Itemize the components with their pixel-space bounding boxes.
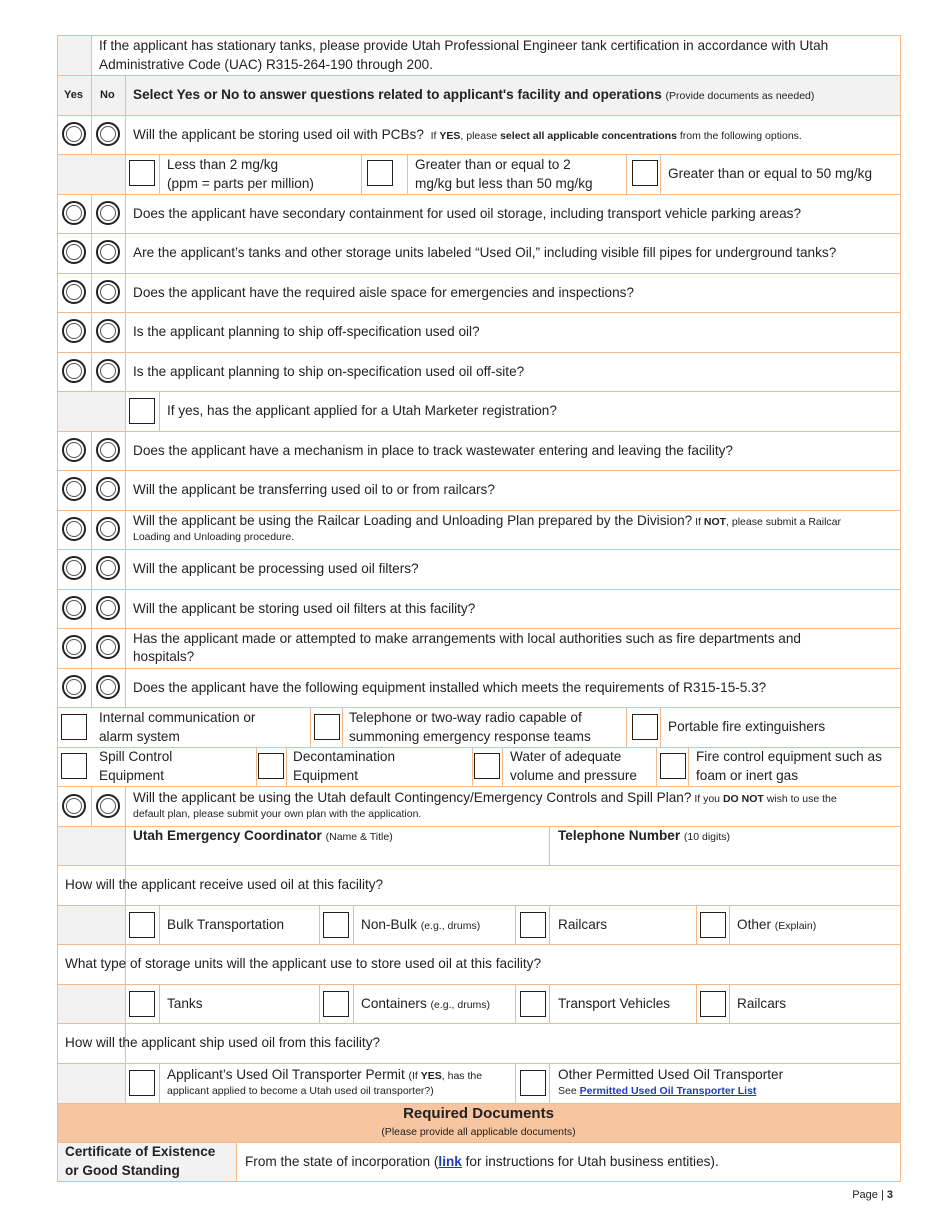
internal-communication-label-1: Internal communication or: [99, 710, 256, 725]
telephone-radio-label-1: Telephone or two-way radio capable of: [349, 710, 582, 725]
marketer-registration-question: If yes, has the applicant applied for a Utah Marketer registration?: [167, 403, 557, 418]
receive-question: How will the applicant receive used oil at this facility?: [65, 877, 384, 892]
filters-processing-yes-radio[interactable]: [62, 556, 86, 580]
filters-processing-no-radio[interactable]: [96, 556, 120, 580]
transporter-list-link[interactable]: Permitted Used Oil Transporter List: [579, 1085, 757, 1097]
section-header-title: Select Yes or No to answer questions related to applicant's facility and operations: [133, 87, 662, 102]
equipment-question: Does the applicant have the following equipment installed which meets the requirements of R315-15-5.3?: [133, 680, 767, 695]
contingency-plan-text: Will the applicant be using the Utah default Contingency/Emergency Controls and Spill Plan?: [133, 790, 692, 805]
railcar-plan-text: Will the applicant be using the Railcar Loading and Unloading Plan prepared by the Division?: [133, 513, 693, 528]
aisle-space-question: Does the applicant have the required aisle space for emergencies and inspections?: [133, 285, 635, 300]
decontamination-label-2: Equipment: [293, 768, 358, 783]
bulk-transportation-label: Bulk Transportation: [167, 917, 285, 932]
secondary-containment-no-radio[interactable]: [96, 201, 120, 225]
receive-other-label: Other: [737, 917, 771, 932]
utah-business-link[interactable]: link: [438, 1154, 462, 1169]
off-spec-yes-radio[interactable]: [62, 319, 86, 343]
arrangements-question-line1: Has the applicant made or attempted to make arrangements with local authorities such as fire departments and: [133, 631, 801, 646]
contingency-note-bold: DO NOT: [722, 793, 764, 805]
on-spec-no-radio[interactable]: [96, 359, 120, 383]
telephone-radio-checkbox[interactable]: [314, 714, 340, 740]
storage-railcars-checkbox[interactable]: [700, 991, 726, 1017]
labeled-tanks-question: Are the applicant’s tanks and other storage units labeled “Used Oil,” including visible fill pipes for underground tanks?: [133, 245, 837, 260]
internal-communication-checkbox[interactable]: [61, 714, 87, 740]
pcb-2-to-50-label-2: mg/kg but less than 50 mg/kg: [415, 176, 593, 191]
equipment-no-radio[interactable]: [96, 675, 120, 699]
pcb-2-to-50-label-1: Greater than or equal to 2: [415, 157, 571, 172]
telephone-label: Telephone Number: [558, 828, 681, 843]
pcb-question-text: Will the applicant be storing used oil with PCBs?: [133, 127, 424, 142]
water-supply-checkbox[interactable]: [474, 753, 500, 779]
intro-spacer-cell: [57, 35, 91, 75]
arrangements-question-line2: hospitals?: [133, 649, 195, 664]
decontamination-label-1: Decontamination: [293, 749, 396, 764]
on-spec-question: Is the applicant planning to ship on-specification used oil off-site?: [133, 364, 525, 379]
transporter-permit-note-line2: applicant applied to become a Utah used oil transporter?): [167, 1085, 434, 1097]
required-documents-title: Required Documents: [403, 1105, 554, 1122]
water-supply-label-2: volume and pressure: [510, 768, 637, 783]
section-header-note: (Provide documents as needed): [665, 90, 815, 102]
ship-spacer-cell: [57, 1063, 125, 1103]
pcb-spacer-cell: [57, 154, 125, 194]
telephone-field[interactable]: [558, 826, 893, 847]
tanks-label: Tanks: [167, 996, 203, 1011]
arrangements-yes-radio[interactable]: [62, 635, 86, 659]
wastewater-yes-radio[interactable]: [62, 438, 86, 462]
certificate-text-pre: From the state of incorporation (: [245, 1154, 439, 1169]
containers-checkbox[interactable]: [323, 991, 349, 1017]
secondary-containment-question: Does the applicant have secondary containment for used oil storage, including transport vehicle parking areas?: [133, 206, 801, 221]
non-bulk-note: (e.g., drums): [420, 920, 481, 932]
pcb-question: [133, 125, 893, 146]
other-transporter-see: [558, 1083, 756, 1099]
fire-control-label-2: foam or inert gas: [696, 768, 798, 783]
required-documents-subtitle: (Please provide all applicable documents): [381, 1126, 576, 1138]
receive-other-checkbox[interactable]: [700, 912, 726, 938]
spill-control-checkbox[interactable]: [61, 753, 87, 779]
coordinator-note: (Name & Title): [325, 831, 393, 843]
pcb-note-yes: YES: [439, 130, 461, 142]
off-spec-no-radio[interactable]: [96, 319, 120, 343]
page-footer: [790, 1186, 893, 1205]
transport-vehicles-label: Transport Vehicles: [558, 996, 671, 1011]
pcb-2-to-50-checkbox[interactable]: [367, 160, 393, 186]
storage-question: What type of storage units will the applicant use to store used oil at this facility?: [65, 956, 542, 971]
telephone-radio-label-2: summoning emergency response teams: [349, 729, 591, 744]
contingency-plan-yes-radio[interactable]: [62, 794, 86, 818]
filters-processing-question: Will the applicant be processing used oil filters?: [133, 561, 419, 576]
pcb-ppm-note: (ppm = parts per million): [167, 176, 314, 191]
transporter-permit-note-pre: (If: [408, 1070, 421, 1082]
certificate-label-1: Certificate of Existence: [65, 1144, 216, 1159]
pcb-note-mid: , please: [460, 130, 501, 142]
containers-note: (e.g., drums): [430, 999, 491, 1011]
spill-control-label-2: Equipment: [99, 768, 164, 783]
labeled-tanks-no-radio[interactable]: [96, 240, 120, 264]
filters-storing-yes-radio[interactable]: [62, 596, 86, 620]
pcb-50-plus-label: Greater than or equal to 50 mg/kg: [668, 166, 873, 181]
transporter-permit-checkbox[interactable]: [129, 1070, 155, 1096]
contingency-note-post: wish to use the: [763, 793, 837, 805]
bulk-transportation-checkbox[interactable]: [129, 912, 155, 938]
filters-storing-no-radio[interactable]: [96, 596, 120, 620]
certificate-label-2: or Good Standing: [65, 1163, 180, 1178]
storage-spacer-cell: [57, 984, 125, 1024]
secondary-containment-yes-radio[interactable]: [62, 201, 86, 225]
fire-control-label-1: Fire control equipment such as: [696, 749, 882, 764]
containers-label: Containers: [361, 996, 427, 1011]
storage-railcars-label: Railcars: [737, 996, 787, 1011]
transport-vehicles-checkbox[interactable]: [520, 991, 546, 1017]
railcar-plan-note-bold: NOT: [703, 516, 727, 528]
fire-extinguishers-label: Portable fire extinguishers: [668, 719, 826, 734]
pcb-less-than-2-label: Less than 2 mg/kg: [167, 157, 279, 172]
pcb-note-pre: If: [430, 130, 440, 142]
filters-storing-question: Will the applicant be storing used oil filters at this facility?: [133, 601, 476, 616]
railcar-plan-note-post: , please submit a Railcar: [726, 516, 842, 528]
contingency-note-pre: If you: [691, 793, 723, 805]
labeled-tanks-yes-radio[interactable]: [62, 240, 86, 264]
railcars-question: Will the applicant be transferring used oil to or from railcars?: [133, 482, 495, 497]
on-spec-yes-radio[interactable]: [62, 359, 86, 383]
railcar-plan-note-pre: If: [692, 516, 704, 528]
marketer-spacer-cell: [57, 391, 125, 431]
spill-control-label-1: Spill Control: [99, 749, 173, 764]
non-bulk-field: [361, 915, 480, 936]
pcb-yes-radio[interactable]: [62, 122, 86, 146]
fire-extinguishers-checkbox[interactable]: [632, 714, 658, 740]
non-bulk-label: Non-Bulk: [361, 917, 417, 932]
transporter-permit-note-yes: YES: [420, 1070, 442, 1082]
telephone-note: (10 digits): [683, 831, 730, 843]
aisle-space-no-radio[interactable]: [96, 280, 120, 304]
receive-other-field: [737, 915, 816, 936]
pcb-no-radio[interactable]: [96, 122, 120, 146]
railcars-yes-radio[interactable]: [62, 477, 86, 501]
containers-field: [361, 994, 490, 1015]
pcb-note-post: from the following options.: [676, 130, 802, 142]
arrangements-no-radio[interactable]: [96, 635, 120, 659]
aisle-space-yes-radio[interactable]: [62, 280, 86, 304]
coordinator-spacer-cell: [57, 826, 125, 866]
receive-railcars-label: Railcars: [558, 917, 608, 932]
pcb-less-than-2-checkbox[interactable]: [129, 160, 155, 186]
railcar-plan-no-radio[interactable]: [96, 517, 120, 541]
water-supply-label-1: Water of adequate: [510, 749, 622, 764]
transporter-permit-label: Applicant’s Used Oil Transporter Permit: [167, 1067, 405, 1082]
certificate-text-post: for instructions for Utah business entities).: [461, 1154, 719, 1169]
tanks-checkbox[interactable]: [129, 991, 155, 1017]
other-transporter-label: Other Permitted Used Oil Transporter: [558, 1067, 784, 1082]
section-header: [133, 85, 893, 106]
other-transporter-checkbox[interactable]: [520, 1070, 546, 1096]
coordinator-label: Utah Emergency Coordinator: [133, 828, 322, 843]
contingency-plan-no-radio[interactable]: [96, 794, 120, 818]
equipment-yes-radio[interactable]: [62, 675, 86, 699]
pcb-50-plus-checkbox[interactable]: [632, 160, 658, 186]
railcar-plan-yes-radio[interactable]: [62, 517, 86, 541]
pcb-note-bold: select all applicable concentrations: [500, 130, 677, 142]
coordinator-field[interactable]: [133, 826, 543, 847]
page-label: Page |: [852, 1189, 884, 1201]
yes-column-header: Yes: [64, 89, 83, 101]
railcar-plan-note-line2: Loading and Unloading procedure.: [133, 531, 295, 543]
contingency-note-line2: default plan, please submit your own plan with the application.: [133, 808, 422, 820]
receive-railcars-checkbox[interactable]: [520, 912, 546, 938]
railcars-no-radio[interactable]: [96, 477, 120, 501]
internal-communication-label-2: alarm system: [99, 729, 180, 744]
receive-other-note: (Explain): [774, 920, 817, 932]
intro-text: If the applicant has stationary tanks, please provide Utah Professional Engineer tank certification in accordance with Utah Administrative Code (UAC) R315-264-190 through 200.: [99, 38, 829, 72]
receive-spacer-cell: [57, 905, 125, 945]
fire-control-checkbox[interactable]: [660, 753, 686, 779]
transporter-permit-note-post: , has the: [441, 1070, 483, 1082]
wastewater-no-radio[interactable]: [96, 438, 120, 462]
page-number: 3: [886, 1189, 893, 1201]
wastewater-question: Does the applicant have a mechanism in place to track wastewater entering and leaving the facility?: [133, 443, 733, 458]
marketer-registration-checkbox[interactable]: [129, 398, 155, 424]
certificate-text: [245, 1152, 895, 1171]
no-column-header: No: [100, 89, 115, 101]
non-bulk-checkbox[interactable]: [323, 912, 349, 938]
decontamination-checkbox[interactable]: [258, 753, 284, 779]
other-transporter-see-text: See: [558, 1085, 580, 1097]
off-spec-question: Is the applicant planning to ship off-specification used oil?: [133, 324, 480, 339]
ship-question: How will the applicant ship used oil from this facility?: [65, 1035, 381, 1050]
